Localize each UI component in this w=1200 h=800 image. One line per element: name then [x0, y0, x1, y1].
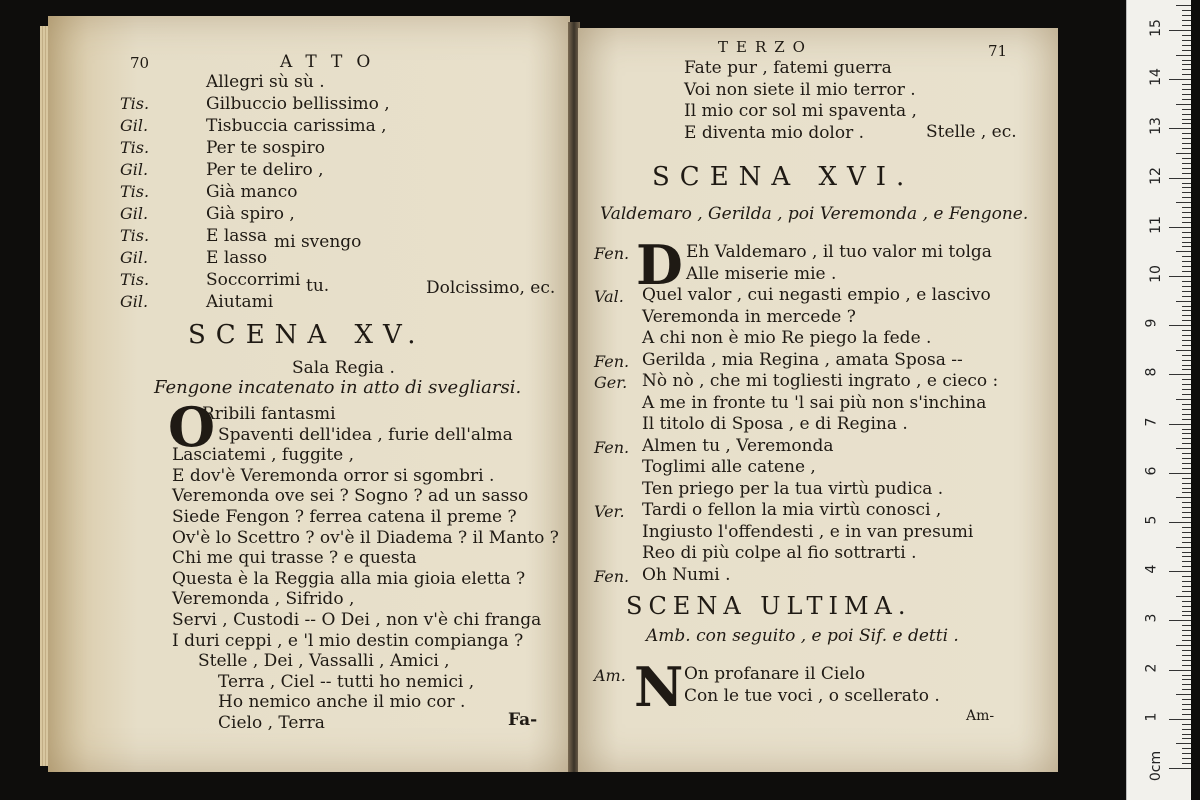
- verse-line: Stelle , Dei , Vassalli , Amici ,: [198, 651, 450, 672]
- ruler-tick: [1182, 94, 1191, 95]
- ruler-tick: [1182, 414, 1191, 415]
- ruler-tick: [1182, 207, 1191, 208]
- ruler-tick: [1182, 615, 1191, 616]
- dialogue-line: Alle miserie mie .: [686, 263, 837, 284]
- ruler-tick: [1182, 163, 1191, 164]
- ruler-tick: [1176, 596, 1191, 597]
- scene-title-ultima: SCENA ULTIMA.: [626, 592, 912, 620]
- ruler-tick: [1182, 679, 1191, 680]
- ruler-tick: [1182, 492, 1191, 493]
- ruler-tick: [1176, 153, 1191, 154]
- ruler-tick: [1169, 719, 1191, 720]
- bracket-dolcissimo: Dolcissimo, ec.: [426, 278, 556, 298]
- ruler-tick: [1169, 276, 1191, 277]
- ruler-tick: [1176, 104, 1191, 105]
- ruler-tick: [1169, 768, 1191, 769]
- verse-line: Ov'è lo Scettro ? ov'è il Diadema ? il Manto ?: [172, 527, 559, 548]
- ruler-tick: [1182, 561, 1191, 562]
- ruler-tick: [1182, 675, 1191, 676]
- ruler-tick: [1182, 266, 1191, 267]
- ruler-tick: [1182, 138, 1191, 139]
- ruler-tick: [1182, 123, 1191, 124]
- ruler-tick: [1176, 694, 1191, 695]
- ruler-tick: [1182, 237, 1191, 238]
- ruler-number: 7: [1143, 417, 1160, 427]
- ruler-tick: [1182, 84, 1191, 85]
- verse-line: Veremonda ove sei ? Sogno ? ad un sasso: [172, 486, 529, 507]
- ruler-tick: [1182, 463, 1191, 464]
- ruler-tick: [1182, 409, 1191, 410]
- dialogue-line: Allegri sù sù .: [206, 72, 325, 92]
- verse-line: Lasciatemi , fuggite ,: [172, 445, 355, 466]
- ruler-tick: [1169, 178, 1191, 179]
- ruler-tick: [1176, 497, 1191, 498]
- ruler-tick: [1169, 325, 1191, 326]
- scene-title-xvi: SCENA XVI.: [652, 162, 915, 192]
- ruler-tick: [1182, 394, 1191, 395]
- bracket-tu: tu.: [306, 276, 330, 296]
- ruler-tick: [1182, 187, 1191, 188]
- speaker-label: Fen.: [594, 566, 630, 586]
- ruler-tick: [1182, 714, 1191, 715]
- ruler-tick: [1182, 217, 1191, 218]
- dialogue-line: Quel valor , cui negasti empio , e lascivo: [642, 285, 991, 305]
- left-running-head: ATTO: [280, 52, 385, 72]
- dialogue-line: Reo di più colpe al fio sottrarti .: [642, 543, 917, 563]
- speaker-label: Gil.: [120, 248, 149, 267]
- last-line-1: On profanare il Cielo: [684, 664, 866, 684]
- top-verse-line: Fate pur , fatemi guerra: [684, 58, 892, 78]
- dialogue-line: Nò nò , che mi togliesti ingrato , e cieco :: [642, 371, 999, 391]
- ruler-number: 5: [1143, 515, 1160, 525]
- ruler-number: 2: [1143, 663, 1160, 673]
- speaker-label: Ger.: [594, 373, 628, 392]
- verse-line: E dov'è Veremonda orror si sgombri .: [172, 465, 495, 486]
- verse-line: Chi me qui trasse ? e questa: [172, 548, 417, 569]
- left-catchword: Fa-: [508, 710, 538, 730]
- speaker-label: Fen.: [594, 351, 630, 371]
- ruler-tick: [1182, 242, 1191, 243]
- stelle-refrain: Stelle , ec.: [926, 122, 1017, 142]
- right-page: [578, 28, 1058, 772]
- ruler-tick: [1182, 611, 1191, 612]
- ruler-number: 4: [1143, 564, 1160, 574]
- dialogue-line: Gerilda , mia Regina , amata Sposa --: [642, 349, 963, 370]
- ruler-tick: [1176, 301, 1191, 302]
- ruler-tick: [1182, 15, 1191, 16]
- ruler-tick: [1182, 537, 1191, 538]
- ruler-tick: [1182, 502, 1191, 503]
- ruler-tick: [1169, 30, 1191, 31]
- ruler-tick: [1182, 291, 1191, 292]
- ruler-tick: [1182, 660, 1191, 661]
- ruler-tick: [1182, 281, 1191, 282]
- last-line-2: Con le tue voci , o scellerato .: [684, 686, 940, 706]
- ruler-tick: [1182, 25, 1191, 26]
- ruler-tick: [1169, 128, 1191, 129]
- ruler-tick: [1182, 468, 1191, 469]
- ruler-tick: [1182, 738, 1191, 739]
- ruler-tick: [1182, 50, 1191, 51]
- ruler-tick: [1169, 374, 1191, 375]
- ruler-tick: [1182, 133, 1191, 134]
- stage-direction: Fengone incatenato in atto di svegliarsi.: [154, 377, 522, 398]
- ruler-tick: [1182, 232, 1191, 233]
- ruler-tick: [1182, 458, 1191, 459]
- dialogue-line: Tardi o fellon la mia virtù conosci ,: [642, 500, 942, 520]
- ruler-tick: [1182, 655, 1191, 656]
- ruler-tick: [1182, 99, 1191, 100]
- verse-line: Veremonda , Sifrido ,: [172, 589, 355, 610]
- ruler-tick: [1176, 743, 1191, 744]
- speaker-label: Tis.: [120, 226, 150, 245]
- ruler-tick: [1182, 419, 1191, 420]
- ruler-tick: [1169, 79, 1191, 80]
- ruler-tick: [1182, 148, 1191, 149]
- ruler-tick: [1182, 261, 1191, 262]
- dialogue-line: Per te deliro ,: [206, 160, 324, 180]
- ruler-tick: [1182, 488, 1191, 489]
- ruler-tick: [1182, 158, 1191, 159]
- ruler-tick: [1182, 601, 1191, 602]
- ruler-number: 6: [1143, 466, 1160, 476]
- ruler-number: 10: [1147, 265, 1164, 283]
- dialogue-line: Tisbuccia carissima ,: [206, 116, 387, 136]
- ruler-tick: [1182, 340, 1191, 341]
- ruler-tick: [1182, 443, 1191, 444]
- top-verse-line: E diventa mio dolor .: [684, 122, 865, 143]
- dialogue-line: Per te sospiro: [206, 138, 325, 158]
- dialogue-line: Ten priego per la tua virtù pudica .: [642, 478, 944, 499]
- ruler-tick: [1182, 35, 1191, 36]
- drop-cap-d: D: [636, 233, 683, 297]
- ruler-tick: [1169, 522, 1191, 523]
- ruler-tick: [1182, 10, 1191, 11]
- ruler-tick: [1182, 60, 1191, 61]
- ruler-tick: [1182, 542, 1191, 543]
- ruler-tick: [1182, 552, 1191, 553]
- speaker-label: Gil.: [120, 116, 149, 135]
- dialogue-line: A chi non è mio Re piego la fede .: [642, 328, 932, 348]
- ruler-tick: [1176, 350, 1191, 351]
- ruler-tick: [1182, 114, 1191, 115]
- ruler-tick: [1169, 620, 1191, 621]
- ruler-tick: [1182, 335, 1191, 336]
- ruler-tick: [1182, 286, 1191, 287]
- ruler-number: 0cm: [1148, 750, 1165, 782]
- ruler-tick: [1182, 45, 1191, 46]
- dialogue-line: A me in fronte tu 'l sai più non s'inchina: [642, 392, 987, 413]
- ruler-tick: [1176, 645, 1191, 646]
- ruler-tick: [1182, 320, 1191, 321]
- ruler-tick: [1176, 55, 1191, 56]
- verse-line: Ho nemico anche il mio cor .: [218, 692, 466, 713]
- ruler-tick: [1182, 429, 1191, 430]
- speaker-label: Tis.: [120, 138, 150, 157]
- dialogue-line: Ingiusto l'offendesti , e in van presumi: [642, 521, 974, 542]
- ruler-tick: [1182, 69, 1191, 70]
- bracket-mi-svengo: mi svengo: [274, 232, 362, 252]
- dialogue-line: E lassa: [206, 226, 267, 246]
- speaker-label: Gil.: [120, 204, 149, 223]
- ruler-tick: [1182, 576, 1191, 577]
- dialogue-line: Il titolo di Sposa , e di Regina .: [642, 414, 908, 434]
- ruler-tick: [1182, 256, 1191, 257]
- scene-direction-ultima: Amb. con seguito , e poi Sif. e detti .: [646, 626, 959, 646]
- ruler-tick: [1182, 734, 1191, 735]
- ruler-tick: [1176, 5, 1191, 6]
- ruler-tick: [1182, 665, 1191, 666]
- dialogue-line: Già spiro ,: [206, 204, 295, 224]
- speaker-label: Tis.: [120, 270, 150, 289]
- ruler-tick: [1182, 379, 1191, 380]
- verse-line: Rribili fantasmi: [202, 404, 336, 424]
- verse-line: Questa è la Reggia alla mia gioia eletta ?: [172, 568, 526, 589]
- ruler-tick: [1182, 183, 1191, 184]
- ruler-tick: [1182, 433, 1191, 434]
- ruler-tick: [1182, 527, 1191, 528]
- ruler-tick: [1182, 404, 1191, 405]
- ruler-tick: [1182, 748, 1191, 749]
- ruler-tick: [1182, 315, 1191, 316]
- ruler-tick: [1182, 212, 1191, 213]
- ruler-tick: [1182, 532, 1191, 533]
- ruler-number: 12: [1147, 166, 1164, 185]
- ruler-tick: [1182, 143, 1191, 144]
- ruler-tick: [1182, 507, 1191, 508]
- verse-line: Servi , Custodi -- O Dei , non v'è chi franga: [172, 610, 542, 630]
- ruler-tick: [1182, 389, 1191, 390]
- ruler-tick: [1182, 512, 1191, 513]
- ruler-tick: [1182, 306, 1191, 307]
- ruler-tick: [1182, 724, 1191, 725]
- ruler-number: 15: [1147, 19, 1164, 37]
- ruler-tick: [1182, 650, 1191, 651]
- dialogue-line: Almen tu , Veremonda: [642, 435, 834, 456]
- ruler-tick: [1182, 74, 1191, 75]
- ruler-tick: [1182, 591, 1191, 592]
- top-verse-line: Voi non siete il mio terror .: [684, 79, 916, 100]
- ruler-tick: [1176, 399, 1191, 400]
- ruler-tick: [1182, 699, 1191, 700]
- verse-line: Terra , Ciel -- tutti ho nemici ,: [218, 671, 475, 692]
- ruler-number: 8: [1143, 367, 1160, 377]
- ruler-tick: [1182, 173, 1191, 174]
- ruler-tick: [1182, 438, 1191, 439]
- dialogue-line: Veremonda in mercede ?: [642, 306, 856, 327]
- ruler-tick: [1182, 709, 1191, 710]
- ruler-tick: [1169, 473, 1191, 474]
- ruler-tick: [1182, 365, 1191, 366]
- ruler-tick: [1182, 271, 1191, 272]
- ruler-tick: [1176, 202, 1191, 203]
- ruler-tick: [1169, 424, 1191, 425]
- ruler-tick: [1182, 355, 1191, 356]
- speaker-label: Fen.: [594, 437, 630, 457]
- ruler-tick: [1182, 192, 1191, 193]
- ruler-tick: [1182, 758, 1191, 759]
- ruler-number: 3: [1143, 613, 1160, 623]
- ruler-tick: [1182, 119, 1191, 120]
- ruler-tick: [1182, 704, 1191, 705]
- dialogue-line: Già manco: [206, 182, 298, 202]
- dialogue-line: Gilbuccio bellissimo ,: [206, 94, 390, 114]
- right-running-head: TERZO: [718, 38, 813, 56]
- speaker-label: Val.: [594, 287, 624, 306]
- ruler-tick: [1182, 89, 1191, 90]
- left-page-number: 70: [130, 54, 150, 72]
- ruler-tick: [1182, 360, 1191, 361]
- ruler-tick: [1182, 369, 1191, 370]
- ruler-tick: [1182, 64, 1191, 65]
- verse-line: Siede Fengon ? ferrea catena il preme ?: [172, 507, 517, 527]
- verse-line: I duri ceppi , e 'l mio destin compianga ?: [172, 630, 524, 651]
- ruler-tick: [1182, 556, 1191, 557]
- ruler-tick: [1176, 547, 1191, 548]
- ruler-tick: [1169, 227, 1191, 228]
- ruler-tick: [1176, 448, 1191, 449]
- drop-cap-n: N: [634, 655, 684, 719]
- dialogue-line: Eh Valdemaro , il tuo valor mi tolga: [686, 242, 992, 262]
- dialogue-line: Oh Numi .: [642, 564, 731, 585]
- speaker-label: Ver.: [594, 502, 625, 521]
- ruler-number: 13: [1147, 117, 1164, 136]
- top-verse-line: Il mio cor sol mi spaventa ,: [684, 101, 917, 121]
- ruler-tick: [1182, 630, 1191, 631]
- ruler-tick: [1182, 197, 1191, 198]
- ruler-tick: [1182, 40, 1191, 41]
- ruler-tick: [1182, 635, 1191, 636]
- dialogue-line: Toglimi alle catene ,: [642, 457, 816, 477]
- ruler-tick: [1182, 310, 1191, 311]
- scene-characters: Valdemaro , Gerilda , poi Veremonda , e Fengone.: [600, 204, 1029, 224]
- ruler-tick: [1169, 571, 1191, 572]
- ruler-tick: [1182, 384, 1191, 385]
- right-catchword: Am-: [966, 708, 995, 724]
- ruler-tick: [1169, 670, 1191, 671]
- speaker-label: Fen.: [594, 244, 630, 263]
- ruler-tick: [1182, 330, 1191, 331]
- ruler-tick: [1182, 586, 1191, 587]
- ruler-tick: [1182, 606, 1191, 607]
- ruler-tick: [1182, 640, 1191, 641]
- ruler-tick: [1182, 296, 1191, 297]
- speaker-label: Gil.: [120, 292, 149, 311]
- ruler-tick: [1182, 689, 1191, 690]
- speaker-label: Tis.: [120, 94, 150, 113]
- ruler-tick: [1182, 517, 1191, 518]
- ruler-tick: [1182, 453, 1191, 454]
- ruler-tick: [1182, 168, 1191, 169]
- speaker-label: Gil.: [120, 160, 149, 179]
- left-page: [48, 16, 570, 772]
- ruler-tick: [1182, 581, 1191, 582]
- ruler-number: 11: [1147, 215, 1164, 234]
- ruler-tick: [1182, 20, 1191, 21]
- scene-location: Sala Regia .: [292, 358, 395, 378]
- drop-cap-o: O: [168, 395, 216, 459]
- verse-line: Cielo , Terra: [218, 713, 325, 733]
- ruler-tick: [1182, 478, 1191, 479]
- ruler-tick: [1176, 251, 1191, 252]
- scene-title-xv: SCENA XV.: [188, 320, 426, 350]
- ruler-number: 14: [1147, 68, 1164, 87]
- ruler-number: 9: [1143, 318, 1160, 328]
- ruler-tick: [1182, 763, 1191, 764]
- measuring-ruler: [1126, 0, 1191, 800]
- ruler-tick: [1182, 246, 1191, 247]
- ruler-tick: [1182, 483, 1191, 484]
- ruler-tick: [1182, 625, 1191, 626]
- ruler-tick: [1182, 729, 1191, 730]
- verse-line: Spaventi dell'idea , furie dell'alma: [218, 424, 513, 445]
- dialogue-line: E lasso: [206, 248, 268, 268]
- ruler-tick: [1182, 684, 1191, 685]
- speaker-am: Am.: [594, 666, 626, 685]
- ruler-tick: [1182, 109, 1191, 110]
- speaker-label: Tis.: [120, 182, 150, 201]
- dialogue-line: Soccorrimi: [206, 270, 301, 290]
- ruler-tick: [1182, 566, 1191, 567]
- ruler-number: 1: [1143, 712, 1160, 722]
- ruler-tick: [1182, 753, 1191, 754]
- right-page-number: 71: [988, 42, 1008, 60]
- dialogue-line: Aiutami: [206, 292, 274, 312]
- ruler-tick: [1182, 345, 1191, 346]
- ruler-tick: [1182, 222, 1191, 223]
